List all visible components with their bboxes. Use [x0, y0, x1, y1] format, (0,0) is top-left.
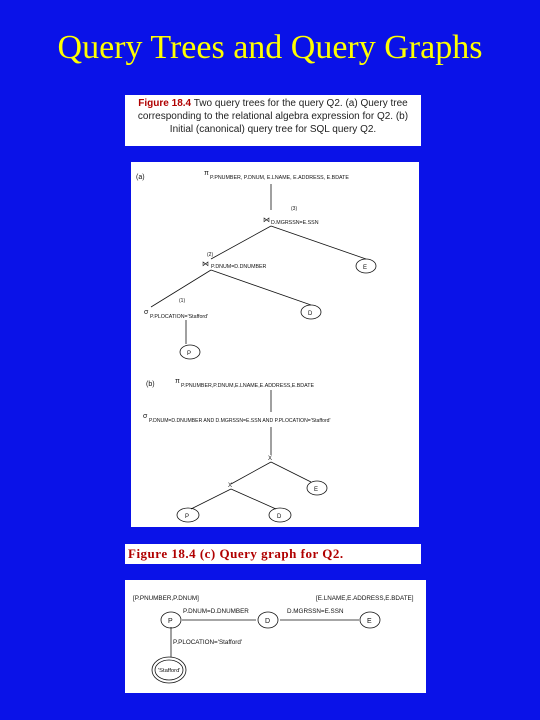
tree-a-leaf-p: P [187, 351, 192, 357]
tree-a-tag: (a) [136, 174, 145, 181]
edge-b-cross-e [271, 462, 311, 482]
slide-title: Query Trees and Query Graphs [57, 29, 483, 66]
tree-b-leaf-d: D [277, 514, 282, 520]
join-symbol-a-mid: ⋈ [202, 261, 209, 268]
tree-a-step3: (3) [291, 206, 298, 212]
graph-node-e-label: E [367, 618, 372, 625]
graph-attrs-e: [E.LNAME,E.ADDRESS,E.BDATE] [316, 595, 414, 602]
graph-attrs-p: [P.PNUMBER,P.DNUM] [133, 595, 199, 602]
project-symbol-b: π [175, 378, 180, 385]
edge-b-cross-cross [231, 462, 271, 484]
cross-product-top: X [268, 456, 273, 462]
tree-b-tag: (b) [146, 381, 155, 388]
query-graph-caption-text: Figure 18.4 (c) Query graph for Q2. [128, 546, 344, 561]
tree-a-root-label: P.PNUMBER, P.DNUM, E.LNAME, E.ADDRESS, E.BDATE [210, 175, 349, 181]
figure-label: Figure 18.4 [138, 98, 192, 109]
query-trees-figure [131, 162, 419, 527]
query-graph-caption [125, 544, 421, 564]
edge-a-join-e [271, 226, 366, 259]
graph-node-p-label: P [168, 618, 173, 625]
tree-a-leaf-e: E [363, 265, 368, 271]
join-symbol-a-top: ⋈ [263, 217, 270, 224]
tree-a-step2: (2) [207, 252, 214, 258]
select-symbol-b: σ [143, 413, 148, 420]
edge-b-cross-p [191, 489, 231, 509]
tree-a-join-mid-label: P.DNUM=D.DNUMBER [211, 264, 267, 270]
tree-b-root-label: P.PNUMBER,P.DNUM,E.LNAME,E.ADDRESS,E.BDATE [181, 383, 315, 389]
tree-a-leaf-d: D [308, 311, 313, 317]
query-trees-diagram [131, 162, 419, 527]
graph-edge-pc-label: P.PLOCATION='Stafford' [173, 639, 243, 646]
tree-b-leaf-p: P [185, 514, 190, 520]
figure-caption [125, 95, 421, 146]
tree-a-join-top-label: D.MGRSSN=E.SSN [271, 220, 319, 226]
project-symbol-a: π [204, 170, 209, 177]
graph-edge-de-label: D.MGRSSN=E.SSN [287, 608, 344, 615]
edge-a-join-d [211, 270, 311, 305]
edge-a-join-join [211, 226, 271, 259]
edge-b-cross-d [231, 489, 276, 509]
graph-constant-label: 'Stafford' [158, 668, 181, 674]
select-symbol-a: σ [144, 309, 149, 316]
tree-a-step1: (1) [179, 298, 186, 304]
query-graph-figure [125, 580, 426, 693]
figure-caption-text: Two query trees for the query Q2. (a) Query tree corresponding to the relational algebra expression for Q2. (b) Initial (canonical) query tree for SQL query Q2. [137, 98, 409, 135]
tree-a-select-label: P.PLOCATION='Stafford' [150, 314, 209, 320]
graph-edge-pd-label: P.DNUM=D.DNUMBER [183, 608, 249, 615]
tree-b-leaf-e: E [314, 487, 319, 493]
cross-product-bottom: X [228, 483, 233, 489]
tree-b-select-label: P.DNUM=D.DNUMBER AND D.MGRSSN=E.SSN AND P.PLOCATION='Stafford' [149, 418, 331, 424]
graph-node-d-label: D [265, 618, 271, 625]
query-graph-diagram [125, 580, 426, 693]
